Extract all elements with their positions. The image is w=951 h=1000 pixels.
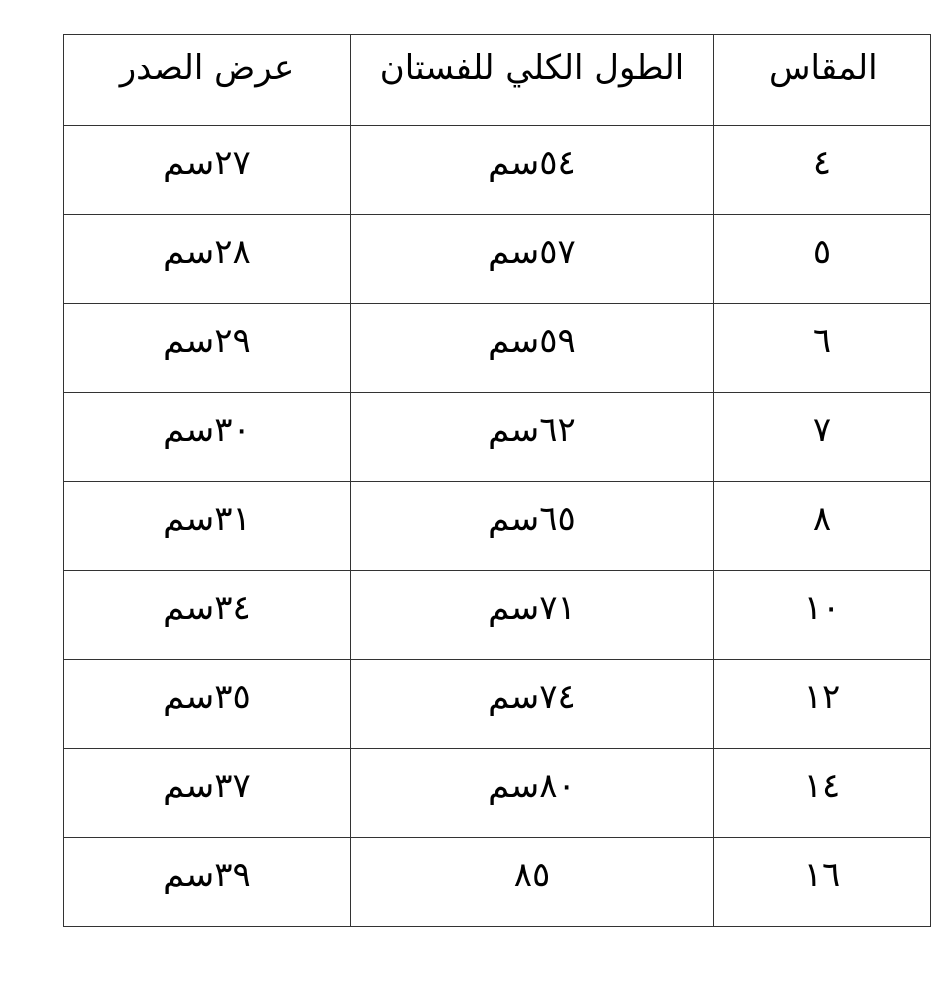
- header-chest-width: عرض الصدر: [64, 35, 351, 126]
- length-cell: ٨٥: [351, 838, 714, 927]
- length-cell: ٥٩سم: [351, 304, 714, 393]
- chest-cell: ٣٤سم: [64, 571, 351, 660]
- size-cell: ٥: [714, 215, 931, 304]
- length-cell: ٦٥سم: [351, 482, 714, 571]
- size-cell: ١٠: [714, 571, 931, 660]
- chest-cell: ٢٩سم: [64, 304, 351, 393]
- chest-cell: ٢٧سم: [64, 126, 351, 215]
- header-row: [64, 35, 931, 126]
- table-row: [64, 215, 931, 304]
- length-cell: ٧١سم: [351, 571, 714, 660]
- table-row: [64, 393, 931, 482]
- size-cell: ١٦: [714, 838, 931, 927]
- table-row: [64, 749, 931, 838]
- table-row: [64, 304, 931, 393]
- table-row: [64, 126, 931, 215]
- table-row: [64, 571, 931, 660]
- size-cell: ٨: [714, 482, 931, 571]
- table-row: [64, 482, 931, 571]
- chest-cell: ٣٠سم: [64, 393, 351, 482]
- size-cell: ١٢: [714, 660, 931, 749]
- size-cell: ٤: [714, 126, 931, 215]
- chest-cell: ٢٨سم: [64, 215, 351, 304]
- length-cell: ٥٧سم: [351, 215, 714, 304]
- size-cell: ١٤: [714, 749, 931, 838]
- length-cell: ٦٢سم: [351, 393, 714, 482]
- chest-cell: ٣٧سم: [64, 749, 351, 838]
- table-row: [64, 660, 931, 749]
- size-cell: ٧: [714, 393, 931, 482]
- chest-cell: ٣٩سم: [64, 838, 351, 927]
- length-cell: ٨٠سم: [351, 749, 714, 838]
- header-dress-length: الطول الكلي للفستان: [351, 35, 714, 126]
- header-size: المقاس: [714, 35, 931, 126]
- size-chart-table: [63, 34, 931, 927]
- length-cell: ٥٤سم: [351, 126, 714, 215]
- size-cell: ٦: [714, 304, 931, 393]
- length-cell: ٧٤سم: [351, 660, 714, 749]
- chest-cell: ٣٥سم: [64, 660, 351, 749]
- table-row: [64, 838, 931, 927]
- chest-cell: ٣١سم: [64, 482, 351, 571]
